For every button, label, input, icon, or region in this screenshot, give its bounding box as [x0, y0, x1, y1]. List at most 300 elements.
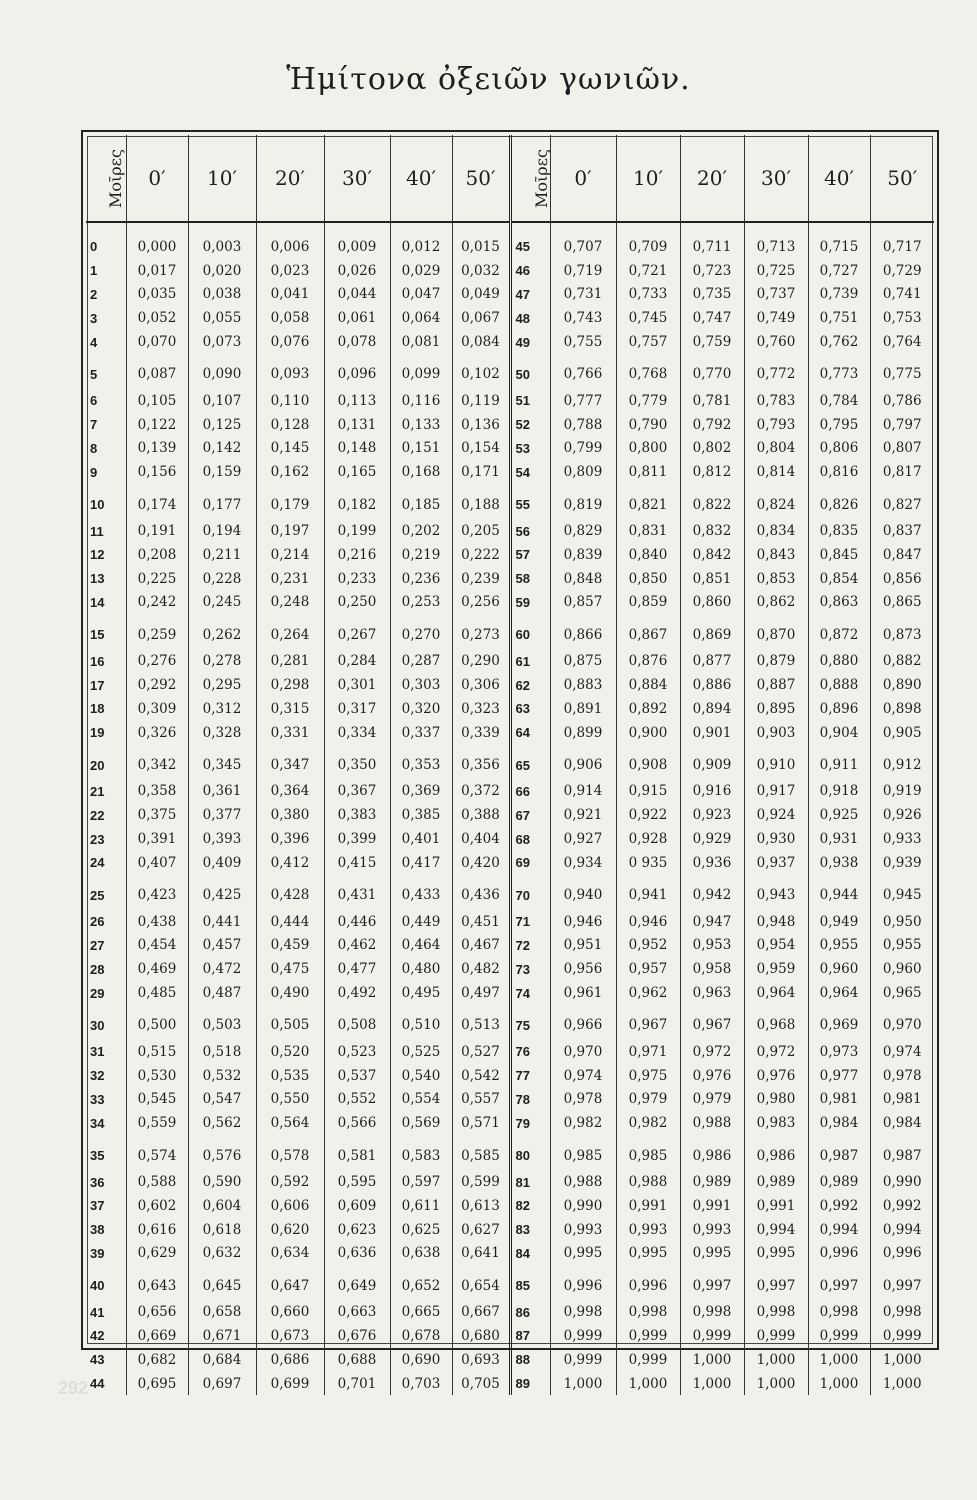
sine-value-cell: 0,599 [452, 1170, 510, 1194]
sine-value-cell: 0,733 [616, 283, 680, 307]
sine-value-cell: 0,388 [452, 803, 510, 827]
minute-header: 50′ [870, 135, 934, 222]
degree-label: 87 [510, 1324, 550, 1348]
sine-value-cell: 0,991 [744, 1194, 808, 1218]
sine-value-cell: 0,616 [126, 1218, 188, 1242]
sine-value-cell: 0,571 [452, 1111, 510, 1135]
sine-value-cell: 0,981 [870, 1088, 934, 1112]
sine-value-cell: 0,177 [188, 484, 256, 519]
sine-value-cell: 0,999 [870, 1324, 934, 1348]
sine-value-cell: 0,937 [744, 851, 808, 875]
sine-value-cell: 0,136 [452, 413, 510, 437]
sine-value-cell: 0,970 [550, 1040, 616, 1064]
sine-value-cell: 0,576 [188, 1135, 256, 1170]
sine-value-cell: 0,988 [550, 1170, 616, 1194]
sine-value-cell: 0,287 [390, 649, 452, 673]
sine-value-cell: 0,998 [744, 1300, 808, 1324]
sine-value-cell: 0,914 [550, 780, 616, 804]
sine-value-cell: 0,420 [452, 851, 510, 875]
degree-label: 1 [90, 263, 98, 279]
table-row [86, 306, 934, 330]
table-row [86, 697, 934, 721]
sine-value-cell: 0,530 [126, 1064, 188, 1088]
sine-value-cell: 0,999 [680, 1324, 744, 1348]
degree-label: 3 [90, 310, 98, 326]
sine-value-cell: 0,947 [680, 910, 744, 934]
sine-value-cell: 0,239 [452, 567, 510, 591]
sine-value-cell: 0,542 [452, 1064, 510, 1088]
sine-value-cell: 0,703 [390, 1372, 452, 1396]
sine-value-cell: 0,485 [126, 981, 188, 1005]
sine-value-cell: 0,523 [324, 1040, 390, 1064]
degree-label: 60 [510, 614, 550, 649]
sine-value-cell: 0,999 [550, 1324, 616, 1348]
sine-value-cell: 0,921 [550, 803, 616, 827]
sine-value-cell: 0,358 [126, 780, 188, 804]
sine-value-cell: 0,986 [744, 1135, 808, 1170]
sine-value-cell: 0,773 [808, 354, 870, 389]
degree-header-left: Μοῖρες [86, 135, 126, 222]
sine-value-cell: 0,941 [616, 875, 680, 910]
sine-value-cell: 0,880 [808, 649, 870, 673]
sine-value-cell: 0,629 [126, 1242, 188, 1266]
sine-value-cell: 0,052 [126, 306, 188, 330]
sine-value-cell: 0,711 [680, 222, 744, 259]
sine-value-cell: 0,182 [324, 484, 390, 519]
sine-value-cell: 0,428 [256, 875, 324, 910]
sine-value-cell: 0,998 [870, 1300, 934, 1324]
degree-label: 42 [90, 1328, 105, 1344]
table-row [86, 389, 934, 413]
sine-value-cell: 0,334 [324, 721, 390, 745]
sine-value-cell: 0,645 [188, 1265, 256, 1300]
table-row [86, 519, 934, 543]
sine-value-cell: 0,401 [390, 827, 452, 851]
sine-value-cell: 0,125 [188, 413, 256, 437]
minute-header: 10′ [188, 135, 256, 222]
sine-value-cell: 0,747 [680, 306, 744, 330]
minute-header: 30′ [744, 135, 808, 222]
sine-value-cell: 0,520 [256, 1040, 324, 1064]
sine-value-cell: 0,276 [126, 649, 188, 673]
sine-value-cell: 0,991 [616, 1194, 680, 1218]
sine-value-cell: 1,000 [744, 1348, 808, 1372]
sine-value-cell: 0,566 [324, 1111, 390, 1135]
page-number: 292 [58, 1378, 89, 1398]
sine-value-cell: 0,518 [188, 1040, 256, 1064]
sine-value-cell: 0,783 [744, 389, 808, 413]
sine-value-cell: 1,000 [808, 1372, 870, 1396]
degree-label: 39 [90, 1245, 105, 1261]
sine-value-cell: 0 935 [616, 851, 680, 875]
sine-value-cell: 0,171 [452, 460, 510, 484]
sine-value-cell: 0,965 [870, 981, 934, 1005]
sine-value-cell: 0,717 [870, 222, 934, 259]
sine-value-cell: 0,840 [616, 543, 680, 567]
sine-value-cell: 0,944 [808, 875, 870, 910]
sine-value-cell: 0,312 [188, 697, 256, 721]
sine-value-cell: 0,038 [188, 283, 256, 307]
sine-value-cell: 0,768 [616, 354, 680, 389]
table-row [86, 875, 934, 910]
sine-value-cell: 0,581 [324, 1135, 390, 1170]
sine-value-cell: 0,606 [256, 1194, 324, 1218]
sine-value-cell: 0,620 [256, 1218, 324, 1242]
sine-value-cell: 0,869 [680, 614, 744, 649]
sine-value-cell: 0,866 [550, 614, 616, 649]
sine-value-cell: 0,725 [744, 259, 808, 283]
sine-value-cell: 0,281 [256, 649, 324, 673]
sine-value-cell: 0,142 [188, 437, 256, 461]
sine-value-cell: 0,909 [680, 745, 744, 780]
degree-label: 45 [510, 222, 550, 259]
sine-value-cell: 0,342 [126, 745, 188, 780]
sine-value-cell: 0,174 [126, 484, 188, 519]
degree-label: 47 [510, 283, 550, 307]
sine-value-cell: 0,326 [126, 721, 188, 745]
sine-value-cell: 0,800 [616, 437, 680, 461]
degree-label: 6 [90, 393, 98, 409]
degree-label: 43 [90, 1352, 105, 1368]
sine-value-cell: 0,863 [808, 591, 870, 615]
sine-value-cell: 0,532 [188, 1064, 256, 1088]
sine-value-cell: 0,968 [744, 1005, 808, 1040]
sine-value-cell: 0,643 [126, 1265, 188, 1300]
sine-value-cell: 0,084 [452, 330, 510, 354]
sine-value-cell: 0,671 [188, 1324, 256, 1348]
degree-label: 44 [90, 1376, 105, 1392]
sine-value-cell: 0,020 [188, 259, 256, 283]
sine-value-cell: 0,545 [126, 1088, 188, 1112]
degree-label: 41 [90, 1304, 105, 1320]
sine-value-cell: 0,564 [256, 1111, 324, 1135]
sine-value-cell: 0,262 [188, 614, 256, 649]
table-row [86, 1348, 934, 1372]
sine-value-cell: 0,923 [680, 803, 744, 827]
sine-value-cell: 0,927 [550, 827, 616, 851]
sine-value-cell: 0,477 [324, 957, 390, 981]
sine-value-cell: 0,797 [870, 413, 934, 437]
sine-value-cell: 0,550 [256, 1088, 324, 1112]
sine-value-cell: 0,656 [126, 1300, 188, 1324]
sine-value-cell: 0,729 [870, 259, 934, 283]
sine-value-cell: 0,113 [324, 389, 390, 413]
degree-label: 82 [510, 1194, 550, 1218]
sine-value-cell: 0,994 [744, 1218, 808, 1242]
degree-label: 50 [510, 354, 550, 389]
sine-value-cell: 0,892 [616, 697, 680, 721]
sine-value-cell: 0,202 [390, 519, 452, 543]
degree-label: 12 [90, 547, 105, 563]
degree-label: 17 [90, 677, 105, 693]
sine-value-cell: 0,179 [256, 484, 324, 519]
sine-value-cell: 0,505 [256, 1005, 324, 1040]
sine-value-cell: 0,822 [680, 484, 744, 519]
table-body [86, 222, 934, 1395]
sine-value-cell: 0,513 [452, 1005, 510, 1040]
sine-value-cell: 0,208 [126, 543, 188, 567]
sine-value-cell: 0,353 [390, 745, 452, 780]
degree-label: 57 [510, 543, 550, 567]
sine-value-cell: 0,047 [390, 283, 452, 307]
table-row [86, 543, 934, 567]
sine-value-cell: 0,806 [808, 437, 870, 461]
sine-value-cell: 0,559 [126, 1111, 188, 1135]
degree-label: 48 [510, 306, 550, 330]
sine-value-cell: 1,000 [870, 1372, 934, 1396]
sine-value-cell: 0,168 [390, 460, 452, 484]
degree-label: 78 [510, 1088, 550, 1112]
sine-value-cell: 0,377 [188, 803, 256, 827]
table-row [86, 827, 934, 851]
sine-value-cell: 0,102 [452, 354, 510, 389]
sine-value-cell: 0,472 [188, 957, 256, 981]
sine-value-cell: 0,495 [390, 981, 452, 1005]
sine-value-cell: 0,356 [452, 745, 510, 780]
sine-value-cell: 0,985 [616, 1135, 680, 1170]
sine-value-cell: 0,295 [188, 673, 256, 697]
sine-value-cell: 0,807 [870, 437, 934, 461]
sine-value-cell: 1,000 [616, 1372, 680, 1396]
sine-value-cell: 0,383 [324, 803, 390, 827]
sine-value-cell: 0,999 [550, 1348, 616, 1372]
sine-value-cell: 0,998 [808, 1300, 870, 1324]
sine-value-cell: 0,929 [680, 827, 744, 851]
sine-value-cell: 0,684 [188, 1348, 256, 1372]
sine-value-cell: 0,273 [452, 614, 510, 649]
sine-value-cell: 0,984 [808, 1111, 870, 1135]
sine-value-cell: 0,952 [616, 934, 680, 958]
sine-value-cell: 0,081 [390, 330, 452, 354]
sine-value-cell: 0,997 [808, 1265, 870, 1300]
sine-value-cell: 0,023 [256, 259, 324, 283]
sine-value-cell: 0,856 [870, 567, 934, 591]
table-row [86, 1324, 934, 1348]
sine-value-cell: 0,012 [390, 222, 452, 259]
sine-value-cell: 0,107 [188, 389, 256, 413]
sine-value-cell: 0,673 [256, 1324, 324, 1348]
sine-value-cell: 0,148 [324, 437, 390, 461]
sine-value-cell: 0,228 [188, 567, 256, 591]
table-row [86, 1005, 934, 1040]
sine-value-cell: 0,457 [188, 934, 256, 958]
sine-value-cell: 0,826 [808, 484, 870, 519]
sine-value-cell: 0,667 [452, 1300, 510, 1324]
sine-value-cell: 0,707 [550, 222, 616, 259]
sine-value-cell: 0,245 [188, 591, 256, 615]
sine-value-cell: 0,367 [324, 780, 390, 804]
degree-label: 77 [510, 1064, 550, 1088]
degree-label: 68 [510, 827, 550, 851]
sine-value-cell: 0,064 [390, 306, 452, 330]
sine-value-cell: 0,735 [680, 283, 744, 307]
table-row [86, 614, 934, 649]
sine-value-cell: 0,634 [256, 1242, 324, 1266]
sine-value-cell: 0,191 [126, 519, 188, 543]
sine-value-cell: 0,749 [744, 306, 808, 330]
sine-value-cell: 0,259 [126, 614, 188, 649]
degree-label: 23 [90, 831, 105, 847]
degree-label: 40 [90, 1278, 105, 1294]
table-row [86, 1265, 934, 1300]
sine-value-cell: 0,151 [390, 437, 452, 461]
table-row [86, 1194, 934, 1218]
sine-value-cell: 0,824 [744, 484, 808, 519]
sine-value-cell: 0,867 [616, 614, 680, 649]
degree-label: 35 [90, 1148, 105, 1164]
sine-value-cell: 0,983 [744, 1111, 808, 1135]
sine-value-cell: 0,951 [550, 934, 616, 958]
sine-value-cell: 0,955 [808, 934, 870, 958]
sine-value-cell: 0,211 [188, 543, 256, 567]
sine-value-cell: 0,912 [870, 745, 934, 780]
sine-value-cell: 0,973 [808, 1040, 870, 1064]
degree-label: 13 [90, 571, 105, 587]
sine-value-cell: 0,967 [680, 1005, 744, 1040]
sine-value-cell: 0,978 [870, 1064, 934, 1088]
sine-value-cell: 0,991 [680, 1194, 744, 1218]
table-row [86, 745, 934, 780]
sine-value-cell: 0,940 [550, 875, 616, 910]
sine-value-cell: 0,989 [808, 1170, 870, 1194]
sine-value-cell: 0,990 [870, 1170, 934, 1194]
sine-value-cell: 0,099 [390, 354, 452, 389]
table-row [86, 484, 934, 519]
sine-value-cell: 0,974 [550, 1064, 616, 1088]
sine-value-cell: 0,480 [390, 957, 452, 981]
sine-value-cell: 0,433 [390, 875, 452, 910]
sine-value-cell: 0,843 [744, 543, 808, 567]
sine-value-cell: 0,663 [324, 1300, 390, 1324]
sine-value-cell: 0,827 [870, 484, 934, 519]
sine-value-cell: 0,469 [126, 957, 188, 981]
sine-value-cell: 0,898 [870, 697, 934, 721]
sine-value-cell: 0,423 [126, 875, 188, 910]
degree-label: 84 [510, 1242, 550, 1266]
sine-value-cell: 0,482 [452, 957, 510, 981]
sine-value-cell: 0,592 [256, 1170, 324, 1194]
sine-value-cell: 0,096 [324, 354, 390, 389]
degree-label: 58 [510, 567, 550, 591]
sine-value-cell: 0,331 [256, 721, 324, 745]
sine-value-cell: 0,697 [188, 1372, 256, 1396]
sine-value-cell: 0,320 [390, 697, 452, 721]
sine-value-cell: 0,682 [126, 1348, 188, 1372]
sine-value-cell: 0,970 [870, 1005, 934, 1040]
sine-value-cell: 0,917 [744, 780, 808, 804]
degree-label: 89 [510, 1372, 550, 1396]
sine-value-cell: 0,959 [744, 957, 808, 981]
degree-label: 8 [90, 440, 98, 456]
sine-value-cell: 0,253 [390, 591, 452, 615]
degree-label: 25 [90, 887, 105, 903]
sine-value-cell: 0,984 [870, 1111, 934, 1135]
sine-value-cell: 0,105 [126, 389, 188, 413]
sine-value-cell: 0,216 [324, 543, 390, 567]
sine-value-cell: 0,795 [808, 413, 870, 437]
sine-value-cell: 0,705 [452, 1372, 510, 1396]
sine-value-cell: 0,876 [616, 649, 680, 673]
sine-value-cell: 0,942 [680, 875, 744, 910]
sine-value-cell: 0,076 [256, 330, 324, 354]
degree-label: 71 [510, 910, 550, 934]
sine-value-cell: 0,415 [324, 851, 390, 875]
minute-header: 40′ [390, 135, 452, 222]
sine-value-cell: 0,992 [808, 1194, 870, 1218]
degree-label: 15 [90, 627, 105, 643]
sine-value-cell: 0,407 [126, 851, 188, 875]
sine-value-cell: 0,804 [744, 437, 808, 461]
degree-label: 54 [510, 460, 550, 484]
sine-value-cell: 0,490 [256, 981, 324, 1005]
sine-value-cell: 1,000 [744, 1372, 808, 1396]
sine-value-cell: 0,934 [550, 851, 616, 875]
degree-label: 83 [510, 1218, 550, 1242]
sine-value-cell: 0,954 [744, 934, 808, 958]
sine-value-cell: 0,896 [808, 697, 870, 721]
degree-label: 65 [510, 745, 550, 780]
sine-value-cell: 0,159 [188, 460, 256, 484]
sine-value-cell: 0,976 [744, 1064, 808, 1088]
degree-label: 85 [510, 1265, 550, 1300]
sine-value-cell: 0,649 [324, 1265, 390, 1300]
sine-value-cell: 0,975 [616, 1064, 680, 1088]
table-header-row [86, 135, 934, 222]
sine-value-cell: 0,372 [452, 780, 510, 804]
sine-value-cell: 0,879 [744, 649, 808, 673]
minute-header: 30′ [324, 135, 390, 222]
degree-label: 32 [90, 1068, 105, 1084]
sine-value-cell: 0,772 [744, 354, 808, 389]
degree-label: 69 [510, 851, 550, 875]
table-row [86, 649, 934, 673]
sine-value-cell: 0,032 [452, 259, 510, 283]
sine-value-cell: 0,070 [126, 330, 188, 354]
degree-label: 20 [90, 757, 105, 773]
sine-value-cell: 0,583 [390, 1135, 452, 1170]
degree-label: 37 [90, 1198, 105, 1214]
sine-value-cell: 0,845 [808, 543, 870, 567]
sine-value-cell: 0,145 [256, 437, 324, 461]
sine-value-cell: 0,676 [324, 1324, 390, 1348]
sine-value-cell: 0,715 [808, 222, 870, 259]
degree-label: 75 [510, 1005, 550, 1040]
sine-value-cell: 0,451 [452, 910, 510, 934]
sine-value-cell: 0,537 [324, 1064, 390, 1088]
sine-value-cell: 0,997 [870, 1265, 934, 1300]
sine-value-cell: 0,994 [808, 1218, 870, 1242]
sine-value-cell: 0,686 [256, 1348, 324, 1372]
sine-value-cell: 0,044 [324, 283, 390, 307]
sine-value-cell: 0,870 [744, 614, 808, 649]
sine-value-cell: 0,585 [452, 1135, 510, 1170]
sine-value-cell: 0,425 [188, 875, 256, 910]
sine-value-cell: 0,996 [870, 1242, 934, 1266]
sine-value-cell: 0,793 [744, 413, 808, 437]
sine-value-cell: 0,853 [744, 567, 808, 591]
sine-value-cell: 0,958 [680, 957, 744, 981]
sine-value-cell: 0,709 [616, 222, 680, 259]
sine-value-cell: 0,248 [256, 591, 324, 615]
sine-value-cell: 0,998 [616, 1300, 680, 1324]
sine-value-cell: 0,988 [680, 1111, 744, 1135]
degree-label: 70 [510, 875, 550, 910]
degree-label: 28 [90, 961, 105, 977]
minute-header: 0′ [550, 135, 616, 222]
sine-value-cell: 0,995 [744, 1242, 808, 1266]
degree-header-right: Μοῖρες [510, 135, 550, 222]
sine-value-cell: 0,834 [744, 519, 808, 543]
